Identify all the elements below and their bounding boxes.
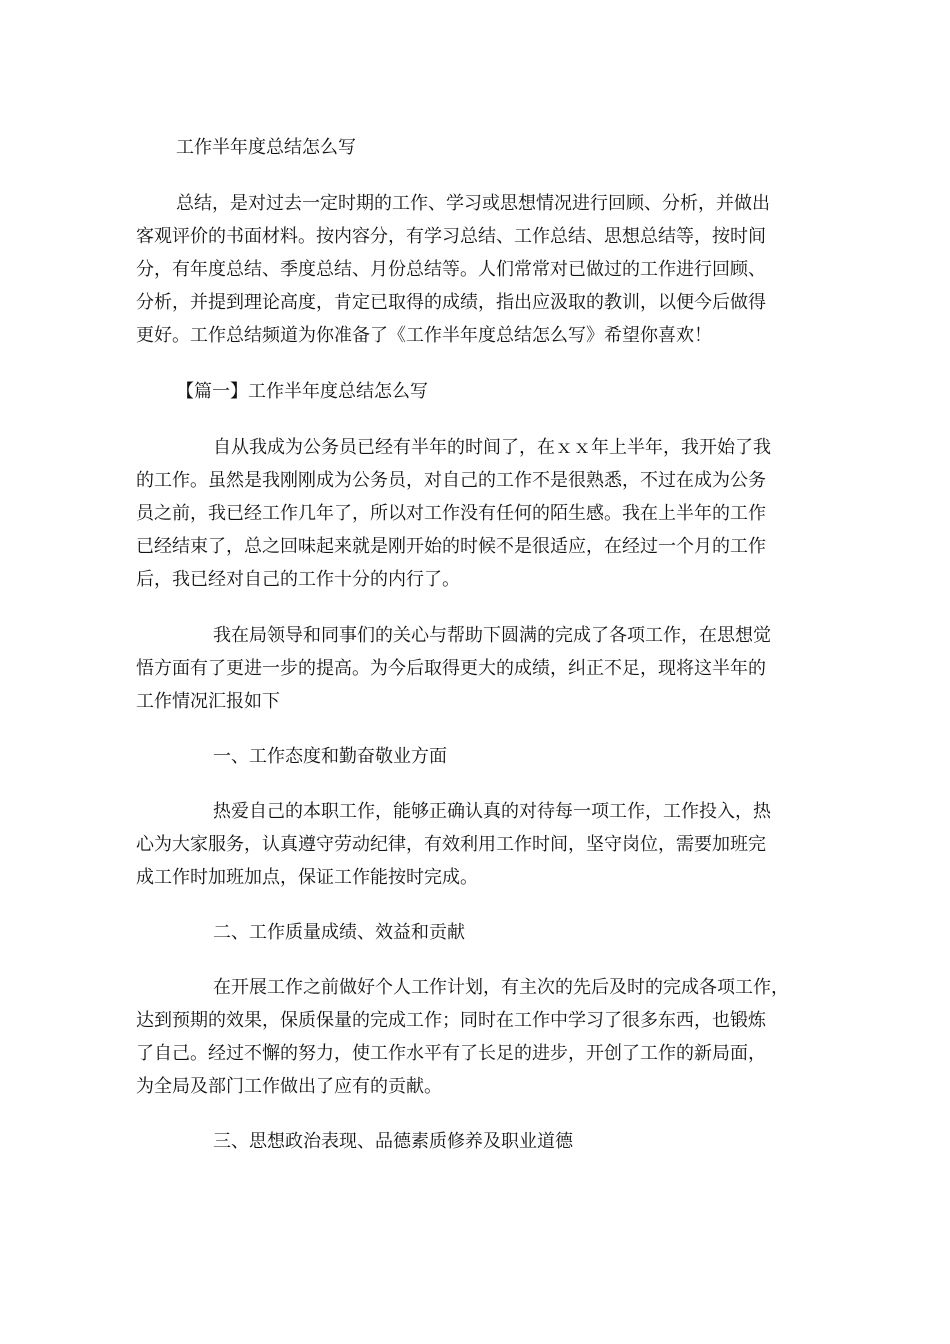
- paragraph-line: 达到预期的效果，保质保量的完成工作；同时在工作中学习了很多东西，也锻炼: [136, 1010, 766, 1031]
- paragraph-line: 的工作。虽然是我刚刚成为公务员，对自己的工作不是很熟悉，不过在成为公务: [136, 470, 766, 491]
- paragraph-line: 成工作时加班加点，保证工作能按时完成。: [136, 867, 478, 888]
- paragraph-line: 在开展工作之前做好个人工作计划，有主次的先后及时的完成各项工作，: [213, 977, 789, 998]
- chapter-heading: 【篇一】工作半年度总结怎么写: [176, 381, 428, 402]
- intro-line: 总结，是对过去一定时期的工作、学习或思想情况进行回顾、分析，并做出: [176, 193, 770, 214]
- paragraph-line: 我在局领导和同事们的关心与帮助下圆满的完成了各项工作，在思想觉: [213, 625, 771, 646]
- intro-line: 客观评价的书面材料。按内容分，有学习总结、工作总结、思想总结等，按时间: [136, 226, 766, 247]
- intro-line: 分，有年度总结、季度总结、月份总结等。人们常常对已做过的工作进行回顾、: [136, 259, 766, 280]
- paragraph-line: 后，我已经对自己的工作十分的内行了。: [136, 569, 460, 590]
- intro-line: 更好。工作总结频道为你准备了《工作半年度总结怎么写》希望你喜欢！: [136, 325, 712, 346]
- document-title: 工作半年度总结怎么写: [176, 137, 356, 158]
- paragraph-line: 员之前，我已经工作几年了，所以对工作没有任何的陌生感。我在上半年的工作: [136, 503, 766, 524]
- paragraph-line: 了自己。经过不懈的努力，使工作水平有了长足的进步，开创了工作的新局面，: [136, 1043, 766, 1064]
- paragraph-line: 悟方面有了更进一步的提高。为今后取得更大的成绩，纠正不足，现将这半年的: [136, 658, 766, 679]
- section-1-heading: 一、工作态度和勤奋敬业方面: [213, 746, 447, 767]
- section-2-heading: 二、工作质量成绩、效益和贡献: [213, 922, 465, 943]
- paragraph-line: 为全局及部门工作做出了应有的贡献。: [136, 1076, 442, 1097]
- paragraph-line: 工作情况汇报如下: [136, 691, 280, 712]
- section-3-heading: 三、思想政治表现、品德素质修养及职业道德: [213, 1131, 573, 1152]
- paragraph-line: 热爱自己的本职工作，能够正确认真的对待每一项工作，工作投入，热: [213, 801, 771, 822]
- paragraph-line: 自从我成为公务员已经有半年的时间了，在ｘｘ年上半年，我开始了我: [213, 437, 771, 458]
- intro-line: 分析，并提到理论高度，肯定已取得的成绩，指出应汲取的教训，以便今后做得: [136, 292, 766, 313]
- paragraph-line: 已经结束了，总之回味起来就是刚开始的时候不是很适应，在经过一个月的工作: [136, 536, 766, 557]
- paragraph-line: 心为大家服务，认真遵守劳动纪律，有效利用工作时间，坚守岗位，需要加班完: [136, 834, 766, 855]
